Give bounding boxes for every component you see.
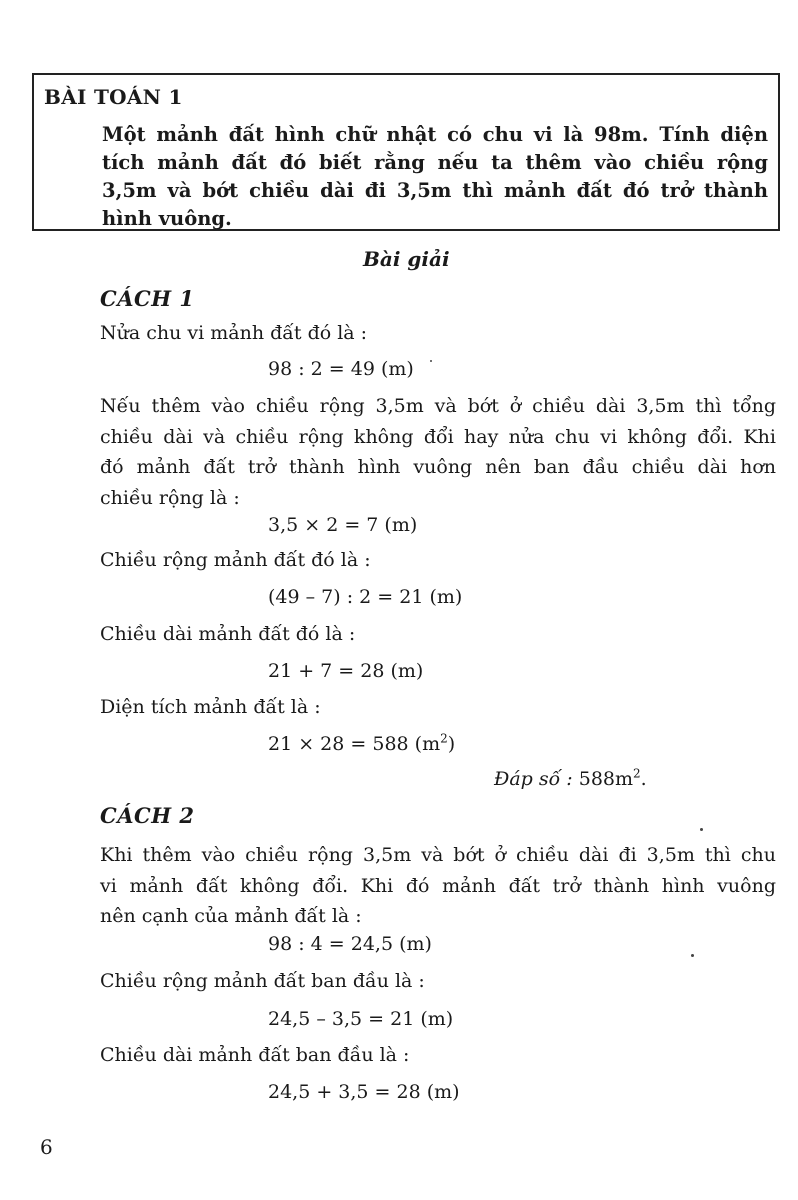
scan-speck [691, 954, 694, 957]
problem-line: Một mảnh đất hình chữ nhật có chu vi là 98m. Tính diện [102, 123, 768, 146]
explanation-line: chiều dài và chiều rộng không đổi hay nửa chu vi không đổi. Khi [100, 425, 776, 448]
page-number: 6 [40, 1135, 53, 1159]
method2-explanation [100, 840, 776, 932]
scan-speck [430, 360, 432, 362]
method1-area-label: Diện tích mảnh đất là : [100, 696, 321, 718]
method1-answer: Đáp số : $588m^2$. [494, 766, 647, 790]
method2-length-label: Chiều dài mảnh đất ban đầu là : [100, 1044, 410, 1066]
answer-value: 588m [578, 768, 634, 790]
method1-length-label: Chiều dài mảnh đất đó là : [100, 623, 356, 645]
problem-box [32, 73, 780, 231]
method2-width-label: Chiều rộng mảnh đất ban đầu là : [100, 970, 425, 992]
solution-title: Bài giải [363, 247, 450, 271]
method1-half-perimeter-label: Nửa chu vi mảnh đất đó là : [100, 322, 368, 344]
explanation-line: Nếu thêm vào chiều rộng 3,5m và bớt ở chiều dài 3,5m thì tổng [100, 395, 776, 417]
method1-difference-equation: 3,5 × 2 = 7 (m) [268, 514, 418, 536]
method2-length-equation: 24,5 + 3,5 = 28 (m) [268, 1081, 460, 1103]
problem-line: 3,5m và bớt chiều dài đi 3,5m thì mảnh đất đó trở thành [102, 179, 768, 202]
problem-statement [102, 121, 768, 233]
explanation-line: chiều rộng là : [100, 486, 240, 509]
problem-line: hình vuông. [102, 207, 232, 230]
problem-line: tích mảnh đất đó biết rằng nếu ta thêm vào chiều rộng [102, 151, 768, 174]
answer-label: Đáp số : [494, 768, 573, 790]
explanation-line: vi mảnh đất không đổi. Khi đó mảnh đất trở thành hình vuông [100, 874, 776, 897]
method1-width-label: Chiều rộng mảnh đất đó là : [100, 549, 371, 571]
method1-heading: CÁCH 1 [100, 286, 195, 311]
explanation-line: Khi thêm vào chiều rộng 3,5m và bớt ở chiều dài đi 3,5m thì chu [100, 844, 776, 866]
method1-explanation [100, 391, 776, 513]
problem-title: BÀI TOÁN 1 [44, 85, 183, 109]
method1-area-equation: 21 × 28 = 588 $(m^2)$ [268, 731, 456, 755]
method2-heading: CÁCH 2 [100, 803, 195, 828]
scan-speck [700, 828, 703, 831]
method2-width-equation: 24,5 – 3,5 = 21 (m) [268, 1008, 454, 1030]
explanation-line: nên cạnh của mảnh đất là : [100, 905, 362, 927]
method1-width-equation: (49 – 7) : 2 = 21 (m) [268, 586, 463, 608]
explanation-line: đó mảnh đất trở thành hình vuông nên ban đầu chiều dài hơn [100, 456, 776, 478]
method1-half-perimeter-equation: 98 : 2 = 49 (m) [268, 358, 414, 380]
method1-length-equation: 21 + 7 = 28 (m) [268, 660, 424, 682]
method2-side-equation: 98 : 4 = 24,5 (m) [268, 933, 432, 955]
